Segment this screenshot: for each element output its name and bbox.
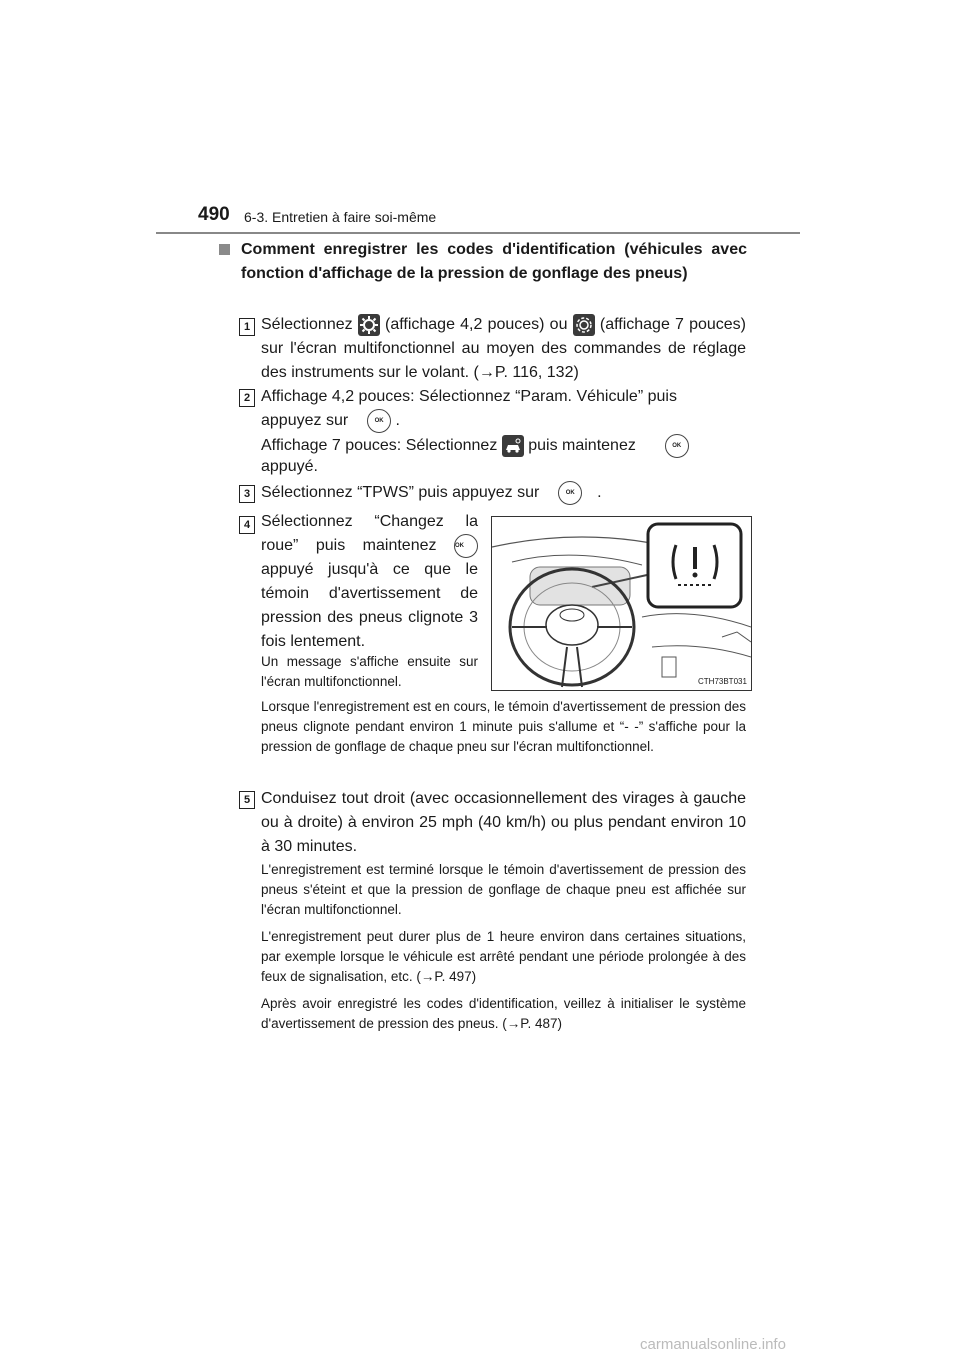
step-1-b: (affichage 4,2 pouces) ou — [385, 316, 568, 333]
step-4-note: Un message s'affiche ensuite sur l'écran multifonctionnel. — [261, 654, 478, 689]
step-1-a: Sélectionnez — [261, 316, 353, 333]
step-2-line4: appuyé. — [261, 458, 318, 475]
step-2-line2b: . — [395, 412, 400, 430]
step-number-3: 3 — [239, 485, 255, 503]
step-number-1: 1 — [239, 318, 255, 336]
step-number-5: 5 — [239, 791, 255, 809]
step-2-line2 — [261, 409, 746, 433]
header-rule — [156, 232, 800, 234]
ok-button-icon: OK — [367, 409, 391, 433]
step-1-text — [261, 313, 746, 385]
step-5-note2: L'enregistrement peut durer plus de 1 heure environ dans certaines situations, par exemple lorsque le véhicule est arrêté pendant une période prolongée à des feux de signalisation, etc. (→P. 497) — [261, 929, 746, 984]
ok-button-icon-3: OK — [558, 481, 582, 505]
bullet-square-icon — [219, 244, 230, 255]
step-3-text — [261, 481, 746, 505]
step-2-line2a: appuyez sur — [261, 412, 349, 430]
step-3-b: . — [597, 484, 602, 502]
step-4-a: Sélectionnez “Changez la roue” puis maintenez — [261, 513, 478, 555]
step-5-text: Conduisez tout droit (avec occasionnellement des virages à gauche ou à droite) à environ 25 mph (40 km/h) ou plus pendant environ 10 à 30 minutes. — [261, 790, 746, 855]
car-settings-icon — [502, 435, 524, 457]
ok-button-icon-4: OK — [454, 534, 478, 558]
step-5-note3: Après avoir enregistré les codes d'identification, veillez à initialiser le système d'avertissement de pression des pneus. (→P. 487) — [261, 996, 746, 1031]
step-number-2: 2 — [239, 389, 255, 407]
step-3-a: Sélectionnez “TPWS” puis appuyez sur — [261, 484, 540, 502]
section-title: 6-3. Entretien à faire soi-même — [244, 209, 437, 225]
page-number: 490 — [198, 204, 230, 225]
step-1-c: (affichage 7 pouces) sur l'écran multifonctionnel au moyen des commandes de réglage des instruments sur le volant. (→P. 116, 132) — [261, 316, 747, 381]
step-2-line3a: Affichage 7 pouces: Sélectionnez — [261, 437, 498, 455]
heading — [219, 238, 747, 286]
step-4-b: appuyé jusqu'à ce que le témoin d'avertissement de pression des pneus clignote 3 fois lentement. — [261, 561, 478, 651]
illustration-code: CTH73BT031 — [698, 677, 747, 686]
step-5-note1: L'enregistrement est terminé lorsque le témoin d'avertissement de pression des pneus s'éteint et que la pression de gonflage de chaque pneu est affichée sur l'écran multifonctionnel. — [261, 862, 746, 917]
heading-text: Comment enregistrer les codes d'identification (véhicules avec fonction d'affichage de la pression de gonflage des pneus) — [241, 241, 747, 282]
step-4-text — [261, 510, 478, 654]
illustration-dashboard — [491, 516, 752, 691]
gear-icon — [358, 314, 380, 336]
step-number-4: 4 — [239, 516, 255, 534]
ok-button-icon-2: OK — [665, 434, 689, 458]
gear-icon-large — [573, 314, 595, 336]
step-4-note2: Lorsque l'enregistrement est en cours, le témoin d'avertissement de pression des pneus clignote pendant environ 1 minute puis s'allume et “- -” s'affiche pour la pression de gonflage de chaque pneu sur l'écran multifonctionnel. — [261, 699, 746, 754]
watermark: carmanualsonline.info — [640, 1336, 786, 1353]
step-2-line3b: puis maintenez — [528, 437, 636, 455]
step-2-line1: Affichage 4,2 pouces: Sélectionnez “Param. Véhicule” puis — [261, 388, 677, 405]
